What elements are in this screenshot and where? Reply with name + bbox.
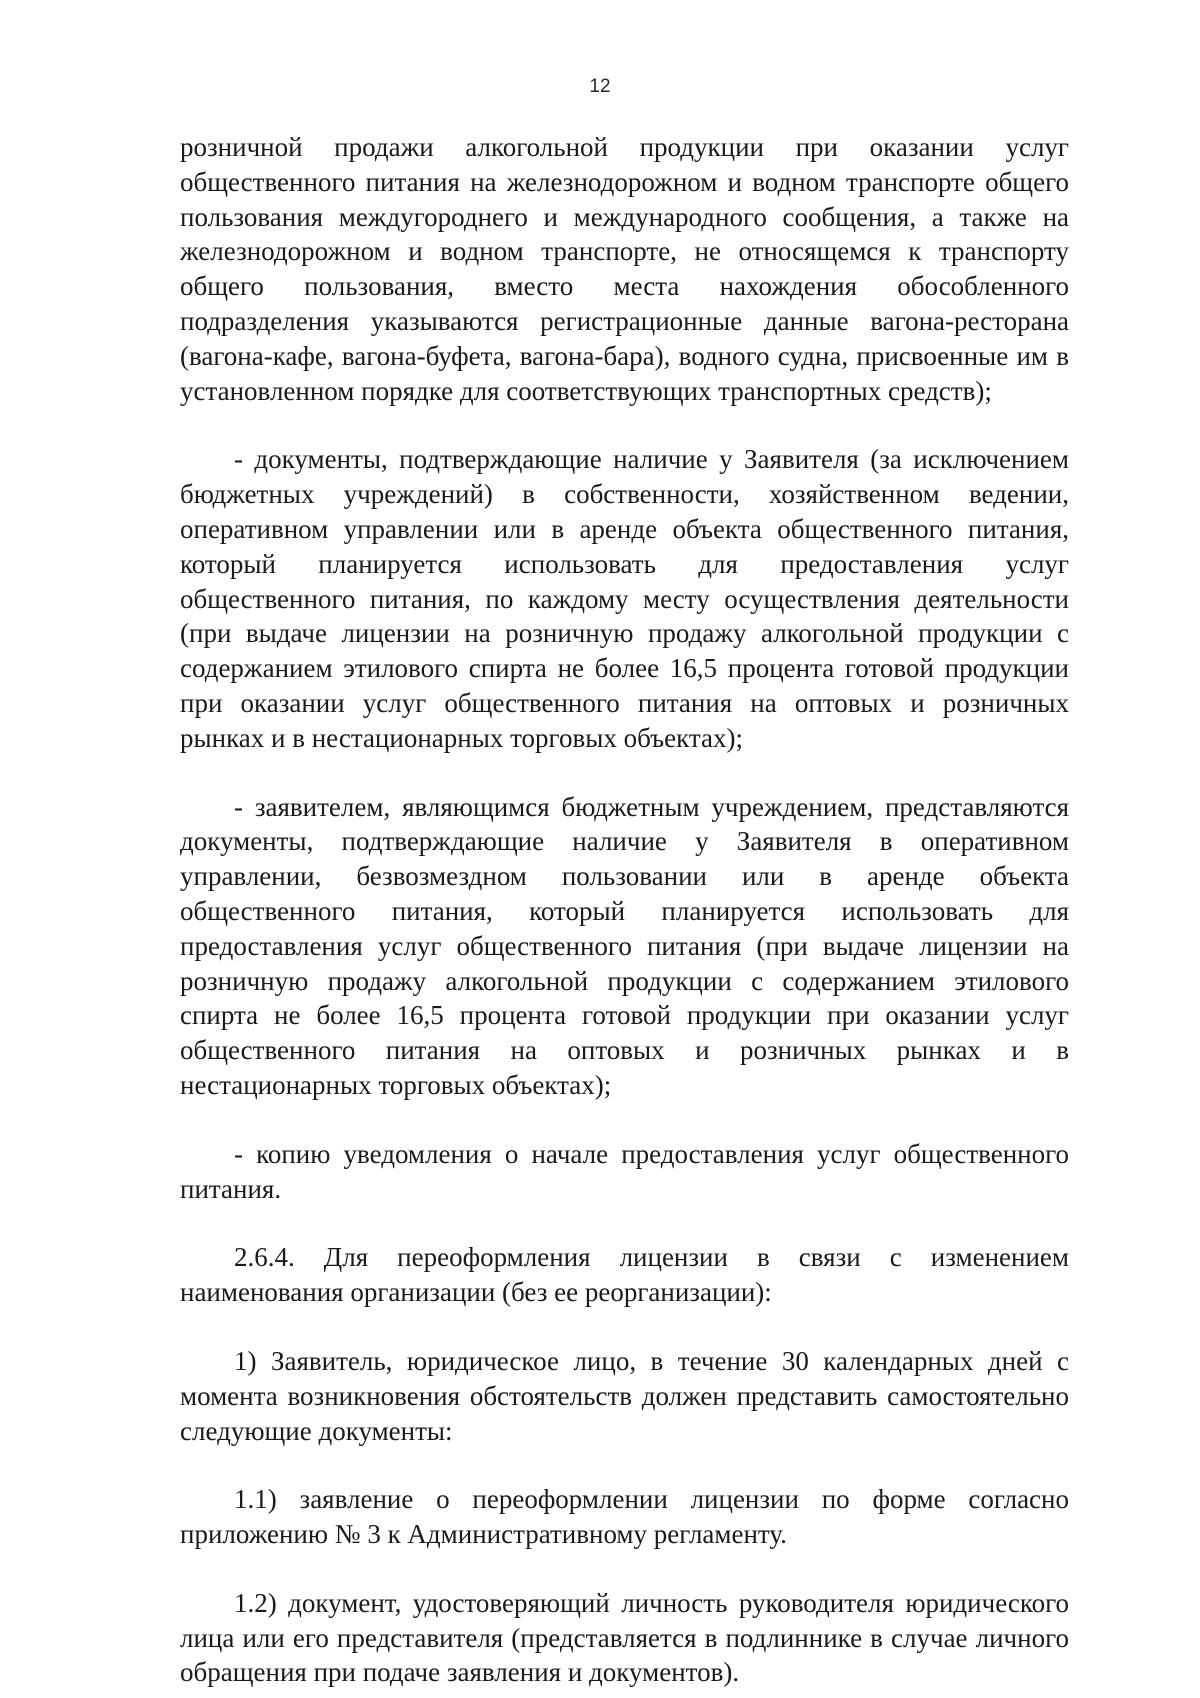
document-body — [180, 130, 1069, 1690]
paragraph-ownership-documents: - документы, подтверждающие наличие у Заявителя (за исключением бюджетных учреждений) в собственности, хозяйственном ведении, оперативном управлении или в аренде объекта общественного питания, который планируется использовать для предоставления услуг общественного питания, по каждому месту осуществления деятельности (при выдаче лицензии на розничную продажу алкогольной продукции с содержанием этилового спирта не более 16,5 процента готовой продукции при оказании услуг общественного питания на оптовых и розничных рынках и в нестационарных торговых объектах); — [180, 444, 1069, 753]
paragraph-item-1: 1) Заявитель, юридическое лицо, в течение 30 календарных дней с момента возникновения обстоятельств должен представить самостоятельно следующие документы: — [180, 1345, 1069, 1446]
paragraph-section-2-6-4: 2.6.4. Для переоформления лицензии в связи с изменением наименования организации (без ее реорганизации): — [180, 1242, 1069, 1308]
paragraph-item-1-1: 1.1) заявление о переоформлении лицензии по форме согласно приложению № 3 к Административному регламенту. — [180, 1484, 1069, 1550]
paragraph-continuation: розничной продажи алкогольной продукции при оказании услуг общественного питания на железнодорожном и водном транспорте общего пользования междугороднего и международного сообщения, а также на железнодорожном и водном транспорте, не относящемся к транспорту общего пользования, вместо места нахождения обособленного подразделения указываются регистрационные данные вагона-ресторана (вагона-кафе, вагона-буфета, вагона-бара), водного судна, присвоенные им в установленном порядке для соответствующих транспортных средств); — [180, 132, 1069, 406]
paragraph-item-1-2: 1.2) документ, удостоверяющий личность руководителя юридического лица или его представителя (представляется в подлиннике в случае личного обращения при подаче заявления и документов). — [180, 1587, 1069, 1688]
paragraph-notification-copy: - копию уведомления о начале предоставления услуг общественного питания. — [180, 1138, 1069, 1204]
paragraph-budget-institution-documents: - заявителем, являющимся бюджетным учреждением, представляются документы, подтверждающие наличие у Заявителя в оперативном управлении, безвозмездном пользовании или в аренде объекта общественного питания, который планируется использовать для предоставления услуг общественного питания (при выдаче лицензии на розничную продажу алкогольной продукции с содержанием этилового спирта не более 16,5 процента готовой продукции при оказании услуг общественного питания на оптовых и розничных рынках и в нестационарных торговых объектах); — [180, 791, 1069, 1100]
page-number: 12 — [589, 76, 611, 97]
